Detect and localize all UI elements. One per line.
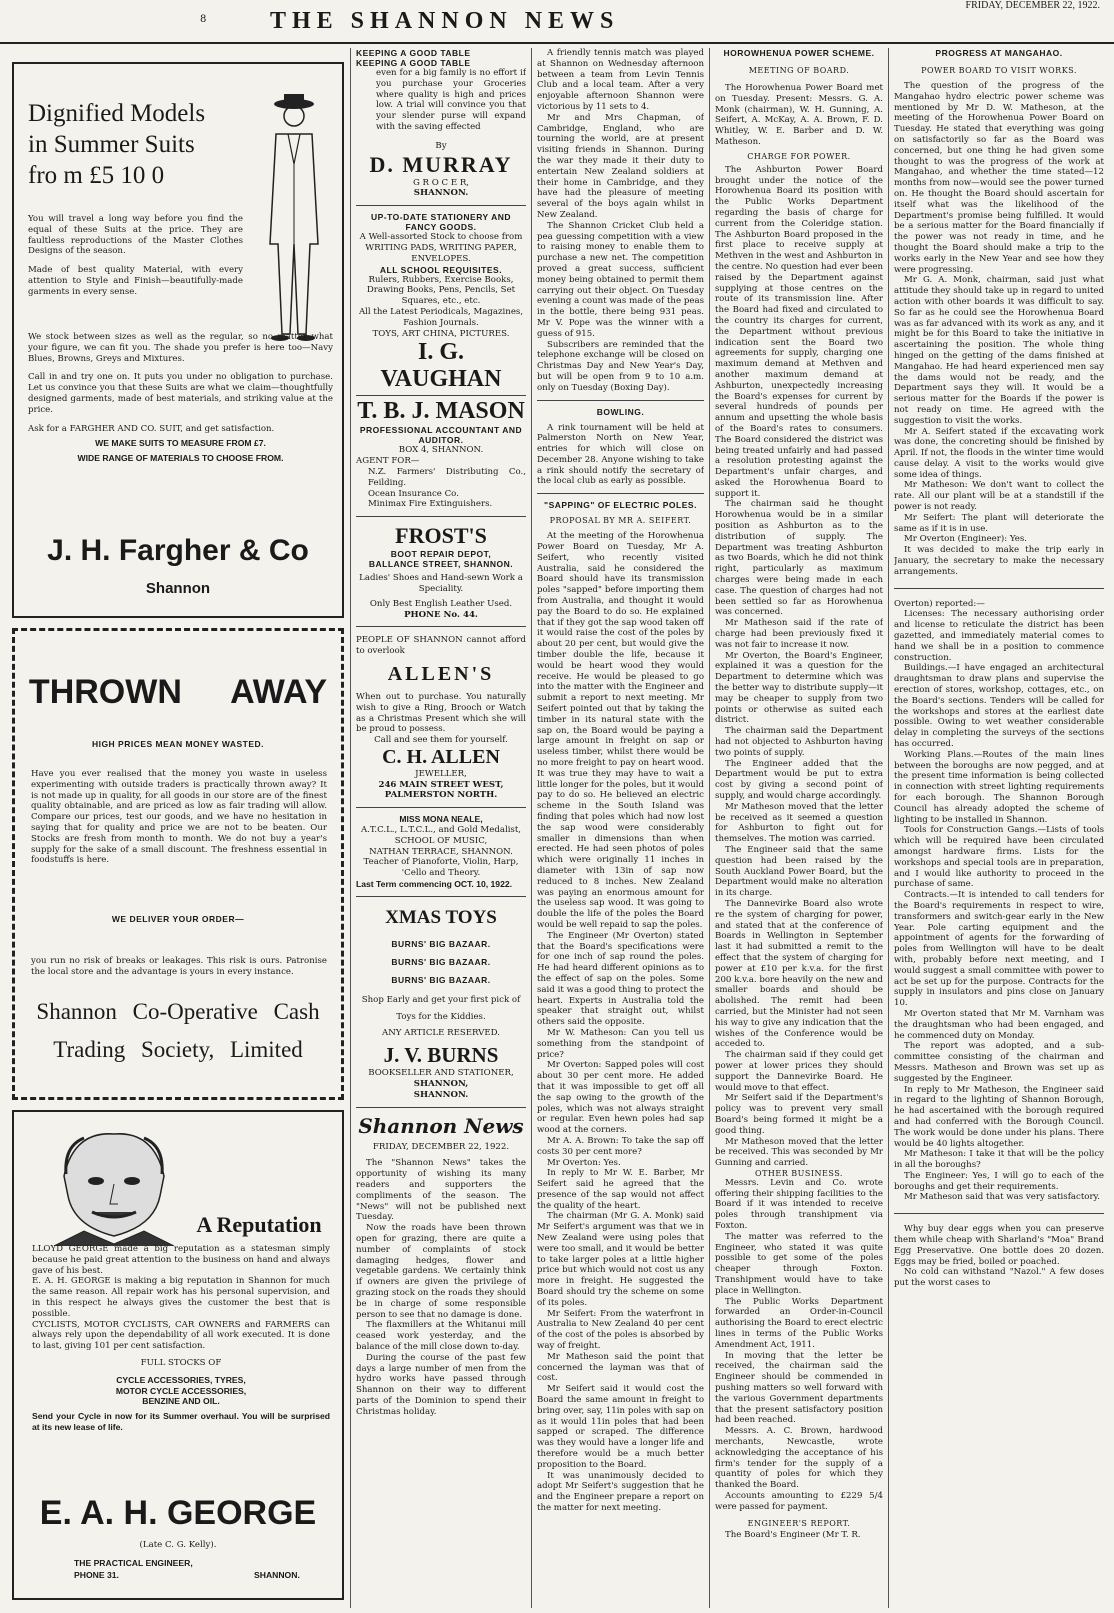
ad-george-text: LLOYD GEORGE made a big reputation as a statesman simply because he paid great attention to the business on hand and always gave of his best.: [32, 1244, 330, 1276]
news-paragraph: Messrs. A. C. Brown, hardwood merchants, Newcastle, wrote acknowledging the acceptance of his firm's tender for the supply of a quantity of poles for which they thanked the Board.: [715, 1426, 883, 1491]
power-scheme-subheading: MEETING OF BOARD.: [748, 66, 850, 75]
news-paragraph: Mr Overton stated that Mr M. Varnham was the draughtsman who had been engaged, and he commenced duty on Monday.: [894, 1008, 1104, 1041]
news-paragraph: The question of the progress of the Mangahao hydro electric power scheme was mentioned by Mr D. W. Matheson, at the meeting of the Horowhenua Power Board on Tuesday. He stated that everything was going on satisfactorily so far as the Board was concerned, but one thing he had given some thought to was the progress of the work at Mangahao, and whether the time stated—12 months from now—would see the power turned on. He thought the Board should ascertain for itself what was the likelihood of the Department's promise being fulfilled. It would be a serious matter for the Board financially if the power was not ready in time, and he thought the Board should make a trip to the works early in the New Year and see how they were progressing.: [894, 81, 1104, 275]
ad-fargher-text: Made of best quality Material, with every attention to Style and Finish—beautifully-made garments in every sense.: [28, 265, 243, 297]
ad-allen-name: ALLEN'S: [387, 662, 495, 685]
masthead: [0, 0, 1114, 44]
editorial-paragraph: During the course of the past few days a large number of men from the hydro works have passed through Shannon on their way to different parts of the Dominion to spend their Christmas holiday.: [356, 1352, 526, 1417]
ad-fargher-text: You will travel a long way before you find the equal of these Suits at the price. They are faultless reproductions of the Master Clothes Designs of the season.: [28, 214, 243, 257]
news-paragraph: The Engineer said that the same question had been raised by the South Auckland Power Board, but the Department would make no alteration in its charge.: [715, 844, 883, 899]
ad-burns-bazaar: BURNS' BIG BAZAAR.: [391, 956, 491, 967]
ad-george-engineer: THE PRACTICAL ENGINEER,: [74, 1558, 193, 1568]
ad-george-heading: A Reputation: [196, 1212, 322, 1237]
news-paragraph: Mr A. Seifert stated if the excavating work was done, the concreting should be finished by April. If not, the floods in the winter time would cause delay. A visit to the works would give some idea of things.: [894, 426, 1104, 480]
news-paragraph: The Engineer: Yes, I will go to each of the boroughs and get their requirements.: [894, 1170, 1104, 1192]
ad-fargher-text: WIDE RANGE OF MATERIALS TO CHOOSE FROM.: [77, 453, 284, 464]
news-paragraph: Mr Overton: Sapped poles will cost about 30 per cent more. He added that it was impossible to get off all the sap owing to the growth of the poles, which was not always straight or regular. Even hewn poles had sap wood at the corners.: [537, 1060, 704, 1136]
ad-frost-phone: PHONE No. 44.: [404, 609, 478, 620]
ad-neale-text: NATHAN TERRACE, SHANNON.: [369, 846, 513, 857]
news-paragraph: In moving that the letter be received, the chairman said the Engineer should be commended in pushing matters so well forward with the various Government departments that the present satisfactory position had been reached.: [715, 1350, 883, 1426]
news-paragraph: It was unanimously decided to adopt Mr Seifert's suggestion that he and the Engineer prepare a report on the matter for next meeting.: [537, 1470, 704, 1513]
ad-murray-text: even for a big family is no effort if you purchase your Groceries where quality is high and prices low. A trial will convince you that your slender purse will expand with the saving effected: [376, 68, 526, 132]
news-paragraph: The chairman said if they could get power at lower prices they should support the Dannevirke Board. He would move to that effect.: [715, 1050, 883, 1093]
ad-mason-agent: AGENT FOR—: [356, 456, 420, 467]
editorial-flag: Shannon News: [358, 1113, 524, 1138]
news-paragraph: Mr Matheson: We don't want to collect the rate. All our plant will be at a standstill if the power is not ready.: [894, 480, 1104, 513]
ad-allen-name: C. H. ALLEN: [382, 745, 500, 768]
ad-neale-text: SCHOOL OF MUSIC,: [394, 835, 488, 846]
ad-frost-heading: BALLANCE STREET, SHANNON.: [368, 559, 514, 570]
ad-george-town: SHANNON.: [254, 1570, 300, 1580]
ad-coop-text: Have you ever realised that the money you waste in useless experimenting with outside traders is practically thrown away? It is not made up in quality, for all goods in our store are of the finest quality obtainable, and are priced as low as fair trading will allow. Compare our prices, test our goods, and we have no hesitation in saying that for quality and price we are not to be beaten. Our Stocks are fresh from month to month. We do not buy a year's supply for the sake of a small discount. The freshness essential in foodstuffs is here.: [31, 769, 327, 866]
news-paragraph: Accounts amounting to £229 5/4 were passed for payment.: [715, 1491, 883, 1512]
news-paragraph: Mr Overton, the Board's Engineer, explained it was a question for the Department to determine which was the better way to distribute supply—it may be cheaper to supply from two points or otherwise as suited each district.: [715, 650, 883, 726]
news-paragraph: Overton) reported:—: [894, 598, 985, 609]
ad-coop-name: Shannon Co-Operative Cash: [36, 999, 320, 1024]
editorial-paragraph: The flaxmillers at the Whitanui mill ceased work yesterday, and the balance of the mill close down to-day.: [356, 1320, 526, 1352]
news-paragraph: The Engineer added that the Department would be put to extra cost by giving a second point of supply, and would charge accordingly.: [715, 758, 883, 801]
news-paragraph: The Horowhenua Power Board met on Tuesday. Present: Messrs. G. A. Monk (chairman), W. H. Gunning, A. Seifert, A. McKay, A. A. Brown, F. D. Whitley, W. E. Barber and D. W. Matheson.: [715, 83, 883, 147]
news-paragraph: Mr Seifert: From the waterfront in Australia to New Zealand 40 per cent of the cost of the poles is absorbed by way of freight.: [537, 1308, 704, 1352]
ad-burns-bazaar: BURNS' BIG BAZAAR.: [391, 938, 491, 949]
news-paragraph: Mr Seifert said it would cost the Board the same amount in freight to bring over, say, 11in poles with sap on as it would 11in poles that had been sapped or scraped. The difference was they would have a longer life and therefore would be a much better proposition to the Board.: [537, 1384, 704, 1470]
news-paragraph: The matter was referred to the Engineer, who stated it was quite possible to get some of the poles cheaper through Foxton. Transhipment would have to take place in Wellington.: [715, 1231, 883, 1296]
column-rule: [709, 48, 710, 1608]
news-paragraph: Mr Matheson: I take it that will be the policy in all the boroughs?: [894, 1149, 1104, 1171]
bowling-heading: BOWLING.: [596, 406, 645, 417]
ad-allen-jeweller: JEWELLER,: [415, 768, 467, 779]
ad-fargher-price: fro m £5 10 0: [28, 162, 165, 189]
mangahao-subheading: POWER BOARD TO VISIT WORKS.: [921, 66, 1077, 75]
news-paragraph: Mr Matheson said the point that concerned the layman was that of cost.: [537, 1351, 704, 1384]
ad-coop-text: you run no risk of breaks or leakages. This risk is ours. Patronise the local store and the advantage is yours in every instance.: [31, 956, 327, 977]
ad-fargher-text: WE MAKE SUITS TO MEASURE FROM £7.: [95, 438, 266, 449]
mangahao-heading: PROGRESS AT MANGAHAO.: [935, 48, 1063, 58]
ad-fargher-text: Call in and try one on. It puts you under no obligation to purchase. Let us convince you that these Suits are what we claim—thoughtfully designed garments, made of best materials, and striking value at the price.: [28, 372, 333, 415]
ad-fargher: [12, 62, 344, 618]
ad-mason-box: BOX 4, SHANNON.: [398, 445, 484, 456]
news-paragraph: Mr Seifert said if the Department's policy was to prevent very small Board's being formed it might be a good thing.: [715, 1093, 883, 1136]
news-paragraph: It was decided to make the trip early in January, the secretary to make the necessary arrangements.: [894, 545, 1104, 577]
ad-burns-text: BOOKSELLER AND STATIONER,: [368, 1068, 514, 1079]
engineers-report-heading: ENGINEER'S REPORT.: [747, 1518, 851, 1528]
ad-fargher-town: Shannon: [145, 580, 211, 597]
ad-vaughan-text: TOYS, ART CHINA, PICTURES.: [372, 328, 510, 339]
news-paragraph: No cold can withstand "Nazol." A few doses put the worst cases to: [894, 1267, 1104, 1289]
news-paragraph: The chairman said the Department had not objected to Ashburton having two points of supply.: [715, 726, 883, 758]
ad-mason-agency: N.Z. Farmers' Distributing Co., Feilding.: [368, 466, 526, 488]
sapping-heading: "SAPPING" OF ELECTRIC POLES.: [544, 500, 697, 511]
ad-murray-heading: KEEPING A GOOD TABLE: [356, 58, 471, 68]
ad-murray-town: SHANNON.: [413, 188, 469, 199]
ad-allen-town: PALMERSTON NORTH.: [384, 790, 498, 801]
news-paragraph: The chairman said he thought Horowhenua would be in a similar position as Ashburton as to the distribution of supply. The Department was treating Ashburton as two Boards, which he did not think right, particularly as maximum charges were being made in each case. The question of charges had not been settled so far as Horowhenua was concerned.: [715, 499, 883, 618]
ad-vaughan-name: I. G. VAUGHAN: [380, 339, 502, 393]
column-rule: [531, 48, 532, 1608]
ad-burns-text: Shop Early and get your first pick of: [361, 994, 521, 1005]
ad-fargher-heading-2: in Summer Suits: [28, 131, 195, 158]
news-paragraph: Why buy dear eggs when you can preserve them while cheap with Sharland's "Moa" Brand Egg Preservative. One bottle does 20 dozen. Eggs may be fried, boiled or poached.: [894, 1224, 1104, 1267]
editorial-paragraph: Now the roads have been thrown open for grazing, there are quite a number of complaints of stock damaging hedges, flower and vegetable gardens. We certainly think if owners are given the privilege of grazing stock on the roads they should be in charge of some responsible person to see that no damage is done.: [356, 1223, 526, 1320]
ad-allen-text: PEOPLE OF SHANNON cannot afford to overlook: [356, 635, 526, 657]
ad-frost-text: Only Best English Leather Used.: [369, 598, 513, 609]
column-rule: [350, 48, 351, 1608]
ad-burns-text: ANY ARTICLE RESERVED.: [382, 1028, 500, 1039]
ad-george-text: E. A. H. GEORGE is making a big reputation in Shannon for much the same reason. All repair work has his personal supervision, and in this respect he always gives the customer the best that is possible.: [32, 1276, 330, 1319]
news-paragraph: Contracts.—It is intended to call tenders for the Board's requirements in respect to wire, transformers and switch-gear early in the New Year. Pole carting equipment and the appointment of agents for the forwarding of poles from Wellington will have to be dealt with, probably before next meeting, and I would suggest a small committee with power to act be set up for the purpose. Contracts for the supply in insulators and pins close on January 10.: [894, 890, 1104, 1009]
news-paragraph: Mr A. A. Brown: To take the sap off costs 30 per cent more?: [537, 1135, 704, 1157]
ad-burns-town: SHANNON.: [413, 1089, 469, 1100]
news-paragraph: The Ashburton Power Board brought under the notice of the Horowhenua Board its position with the Public Works Department regarding the basis of charge for current from the Coleridge station. The Ashburton Board proposed in the first place to receive supply at Methven in the west and Ashburton in the centre. No question had ever been raised by the Department against supplying at those centres on the route of its transmission line. After the Board had fixed and circulated to the country its charges for current, the Department without previous indication sent the Board two agreements for supply, charging one maximum demand at Methven and another maximum demand at Ashburton, unexpectedly increasing the Board's expenses for current by several hundreds of pounds per annum and upsetting the whole basis of the Board's rates to consumers. The Board considered the district was being treated unfairly and had passed a resolution protesting against the Department's unfair charges, and asked the Horowhenua Board to support it.: [715, 164, 883, 499]
news-paragraph: Mr Matheson said that was very satisfactory.: [904, 1192, 1100, 1203]
ad-neale-text: Teacher of Pianoforte, Violin, Harp, 'Cello and Theory.: [363, 857, 519, 879]
news-paragraph: In reply to Mr W. E. Barber, Mr Seifert said he agreed that the presence of the sap would not affect the quality of the heart.: [537, 1168, 704, 1211]
news-paragraph: Mr Overton (Engineer): Yes.: [904, 534, 1027, 545]
news-paragraph: Mr Matheson moved that the letter be received as it seemed a question for Ashburton to fight out for themselves. The motion was carried.: [715, 801, 883, 845]
news-paragraph: The Engineer (Mr Overton) stated that the Board's specifications were for one inch of sap round the poles. He had heard different opinions as to the effect of sap on the poles. Some said it was a good thing to protect the heart. Experts in Australia told the speaker that straight out, whilst others said the opposite.: [537, 930, 704, 1028]
news-paragraph: Mr Overton: Yes.: [547, 1157, 621, 1168]
sapping-subheading: PROPOSAL BY MR A. SEIFERT.: [549, 516, 692, 526]
news-paragraph: Mr Matheson moved that the letter be received. This was seconded by Mr Gunning and carried.: [715, 1136, 883, 1169]
ad-george-text: FULL STOCKS OF: [140, 1357, 222, 1368]
ad-george-late: (Late C. G. Kelly).: [139, 1540, 217, 1550]
ad-murray-name: D. MURRAY: [369, 151, 513, 177]
ad-frost-heading: BOOT REPAIR DEPOT,: [390, 549, 492, 560]
ad-fargher-text: We stock between sizes as well as the regular, so no matter what your figure, we can fit you. The shade you prefer is here too—Navy Blues, Browns, Greys and Mixtures.: [28, 332, 333, 364]
ad-murray-by: By: [435, 140, 447, 151]
ad-frost-text: Ladies' Shoes and Hand-sewn Work a Speciality.: [359, 573, 523, 594]
news-paragraph: Tools for Construction Gangs.—Lists of tools which will be required have been circulated amongst hardware firms. Lists for the workshops and special tools are in preparation, and I would like authority to proceed in the purchase of same.: [894, 825, 1104, 890]
news-paragraph: Mr W. Matheson: Can you tell us something from the standpoint of price?: [537, 1027, 704, 1060]
ad-coop-name: Trading Society, Limited: [53, 1037, 303, 1062]
editorial-paragraph: The "Shannon News" takes the opportunity of wishing its many readers and supporters the compliments of the season. The "News" will not be published next Tuesday.: [356, 1158, 526, 1223]
ad-george-phone: PHONE 31.: [74, 1570, 119, 1580]
ad-george-text: BENZINE AND OIL.: [142, 1396, 220, 1407]
ad-coop-delivery: WE DELIVER YOUR ORDER—: [111, 914, 245, 924]
ad-burns-text: Toys for the Kiddies.: [396, 1011, 486, 1022]
power-scheme-heading: HOROWHENUA POWER SCHEME.: [723, 48, 875, 58]
ad-vaughan-text: All the Latest Periodicals, Magazines, Fashion Journals.: [358, 306, 524, 328]
news-paragraph: In reply to Mr Matheson, the Engineer said in regard to the lighting of Shannon Borough, he had ascertained with the borough required and had conferred with the Borough Council. The work would be done under his plans. There would be 40 lights altogether.: [894, 1084, 1104, 1149]
editorial-date: FRIDAY, DECEMBER 22, 1922.: [372, 1141, 510, 1152]
ad-allen-address: 246 MAIN STREET WEST,: [378, 779, 504, 790]
news-paragraph: Mr and Mrs Chapman, of Cambridge, England, who are tourning the world, are at present visiting friends in Shannon. During the war they made it their duty to entertain New Zealand soldiers at their home in Cambridge, and they have had the pleasure of meeting several of the boys again whilst in New Zealand.: [537, 112, 704, 220]
news-paragraph: A rink tournament will be held at Palmerston North on New Year, entries for which will close on December 28. Anyone wishing to take a rink should notify the secretary of the local club as early as possible.: [537, 422, 704, 487]
ad-murray-heading: KEEPING A GOOD TABLE: [356, 48, 471, 58]
ad-allen-text: Call and see them for yourself.: [374, 735, 508, 746]
ad-mason-heading: PROFESSIONAL ACCOUNTANT AND AUDITOR.: [359, 425, 523, 446]
news-paragraph: The Board's Engineer (Mr T. R.: [725, 1529, 861, 1540]
other-business-heading: OTHER BUSINESS.: [755, 1168, 843, 1178]
charge-for-power-heading: CHARGE FOR POWER.: [747, 151, 851, 161]
man-in-suit-icon: [254, 94, 334, 344]
column-2: [356, 48, 526, 1608]
ad-george-text: CYCLISTS, MOTOR CYCLISTS, CAR OWNERS and FARMERS can always rely upon the dependability of all work executed. It is done to last, giving 101 per cent satisfaction.: [32, 1319, 330, 1352]
ad-vaughan-heading: UP-TO-DATE STATIONERY AND FANCY GOODS.: [371, 212, 511, 233]
column-5: [894, 48, 1104, 1608]
ad-george-text: Send your Cycle in now for its Summer overhaul. You will be surprised at its new lease of life.: [32, 1411, 330, 1432]
ad-fargher-text: Ask for a FARGHER AND CO. SUIT, and get satisfaction.: [28, 423, 275, 434]
ad-vaughan-text: A Well-assorted Stock to choose from WRITING PADS, WRITING PAPER, ENVELOPES.: [359, 232, 523, 264]
news-paragraph: The Shannon Cricket Club held a pea guessing competition with a view to raising money to enable them to purchase a new net. The competition proved a great success, sufficient money being obtained to permit them carrying out their object. On Tuesday evening a count was made of the peas in the bottle, there being 931 peas. Mr V. Pope was the winner with a guess of 915.: [537, 220, 704, 339]
ad-george-text: CYCLE ACCESSORIES, TYRES,: [116, 1374, 246, 1385]
ad-fargher-heading-1: Dignified Models: [28, 100, 206, 127]
news-paragraph: At the meeting of the Horowhenua Power Board on Tuesday, Mr A. Seifert, who recently visited Australia, said he considered the Board should have its transmission poles "sapped" before importing them from Australia, and thought it would pay the Board to do so. He explained that if they got the sap wood taken off it would raise the cost of the poles by about 20 per cent, but would give the timber double the life, because it would be heart wood they would receive. He would be pleased to go into the matter with the Engineer and submit a report to next meeting. Mr Seifert pointed out that by taking the timber in its natural state with the sap on, the Board would be paying a large amount in freight on sap or useless timber, whilst there would be no more freight to pay on heart wood. It was true they may have to wait a little longer for the poles, but it would pay to do so. He believed an electric scheme in the South Island was finding that poles which had now lost the sap wood were considerably smaller in dimensions than when erected. He had seen photos of poles which were originally 11 inches in diameter with 13in of sap now reduced to 8 inches. New Zealand was paying an enormous amount for the useless sap wood. It was going to double the life of the poles the Board would be well repaid to sap the poles.: [537, 531, 704, 930]
ad-burns-heading: XMAS TOYS: [385, 906, 497, 928]
ad-vaughan-text: Rulers, Rubbers, Exercise Books, Drawing Books, Pens, Pencils, Set Squares, etc., etc.: [366, 274, 516, 307]
column-3: [537, 48, 704, 1608]
ad-george-text: MOTOR CYCLE ACCESSORIES,: [115, 1385, 247, 1396]
ad-coop-heading: THROWN AWAY: [28, 673, 328, 711]
ad-murray-grocer: G R O C E R,: [412, 177, 470, 188]
ad-mason-agency: Ocean Insurance Co.: [368, 488, 459, 499]
ad-frost-name: FROST'S: [395, 523, 487, 549]
column-rule: [888, 48, 889, 1608]
ad-neale-text: A.T.C.L., L.T.C.L., and Gold Medalist,: [360, 825, 522, 836]
news-paragraph: Mr Seifert: The plant will deteriorate the same as if it is in use.: [894, 512, 1104, 534]
ad-burns-bazaar: BURNS' BIG BAZAAR.: [391, 974, 491, 985]
ad-burns-name: J. V. BURNS: [383, 1043, 499, 1068]
news-paragraph: The chairman (Mr G. A. Monk) said Mr Seifert's argument was that we in New Zealand were using poles that were too small, and it would be better to take larger poles at a little higher price but which would not cost us any more in freight. He suggested the Board should try the scheme on some of its poles.: [537, 1211, 704, 1308]
news-paragraph: The Public Works Department forwarded an Order-in-Council authorising the Board to erect electric lines in terms of the Public Works Amendment Act, 1911.: [715, 1296, 883, 1350]
ad-mason-name: T. B. J. MASON: [357, 398, 525, 425]
news-paragraph: Mr Matheson said if the rate of charge had been previously fixed it was not fair to increase it now.: [715, 618, 883, 650]
page-number: 8: [200, 14, 207, 25]
ad-george-name: E. A. H. GEORGE: [39, 1494, 317, 1532]
news-paragraph: Working Plans.—Routes of the main lines between the boroughs are now pegged, and at the present time information is being collected in connection with street lighting requirements for each borough. The Shannon Borough Council has already adopted the scheme of lighting to be installed in Shannon.: [894, 749, 1104, 825]
portrait-lloyd-george-icon: [44, 1126, 184, 1246]
ad-neale-text: Last Term commencing OCT. 10, 1922.: [356, 879, 513, 890]
news-paragraph: Licenses: The necessary authorising order and license to reticulate the district has been gazetted, and immediately material comes to hand we shall be in a position to commence construction.: [894, 609, 1104, 663]
news-paragraph: A friendly tennis match was played at Shannon on Wednesday afternoon between a team from Levin Tennis Club and a local team. After a very enjoyable afternoon Shannon were victorious by 11 sets to 4.: [537, 48, 704, 112]
ad-fargher-name: J. H. Fargher & Co: [47, 534, 309, 567]
ad-george: [12, 1110, 344, 1600]
news-paragraph: Buildings.—I have engaged an architectural draughtsman to draw plans and supervise the erection of stores, workshop, cottages, etc., on the Board's sections. Tenders will be called for the workshops and stores at the earliest date possible. Owing to wet weather considerable delay in completing the surveys of the sections has occurred.: [894, 663, 1104, 750]
issue-date: FRIDAY, DECEMBER 22, 1922.: [965, 0, 1100, 11]
news-paragraph: Messrs. Levin and Co. wrote offering their shipping facilities to the Board if it was intended to receive poles through transhipment via Foxton.: [715, 1177, 883, 1232]
ad-neale-name: MISS MONA NEALE,: [399, 814, 483, 825]
news-paragraph: Mr G. A. Monk, chairman, said just what attitude they should take up in regard to united action with other boards it was difficult to say. So far as he could see the Horowhenua Board was as far advanced with its work as any, and it might be for this Board to take the initiative in ascertaining the position. The whole thing hinged on the getting of the dams finished at Mangahao. He had heard experienced men say the dams would not be ready, and the Department says they will. It would be a serious matter for the Boards if the power is not ready on time. He agreed with the suggestion to visit the works.: [894, 275, 1104, 426]
column-4: [715, 48, 883, 1608]
news-paragraph: The Dannevirke Board also wrote re the system of charging for power, and stated that at the conference of Boards in Wellington in September last it had submitted a remit to the effect that the system of charging for power at £10 per k.v.a. for the first 200 k.v.a. bore heavily on the new and smaller boards and should be abolished. The remit had been carried, but the Minister had not seen his way to give any indication that the wishes of the Conference would be acceded to.: [715, 898, 883, 1050]
news-paragraph: The report was adopted, and a sub-committee consisting of the chairman and Messrs. Matheson and Brown was set up as suggested by the Engineer.: [894, 1041, 1104, 1084]
ad-mason-agency: Minimax Fire Extinguishers.: [368, 499, 493, 510]
news-paragraph: Subscribers are reminded that the telephone exchange will be closed on Christmas Day and New Year's Day, but will be open from 9 to 10 a.m. only on Tuesday (Boxing Day).: [537, 339, 704, 393]
ad-coop-subheading: HIGH PRICES MEAN MONEY WASTED.: [91, 739, 265, 749]
newspaper-title: THE SHANNON NEWS: [270, 8, 620, 34]
ad-vaughan-heading: ALL SCHOOL REQUISITES.: [379, 264, 503, 275]
ad-allen-text: When out to purchase. You naturally wish to give a Ring, Brooch or Watch as a Christmas Present which she will be proud to possess.: [356, 691, 526, 735]
ad-burns-town: SHANNON,: [413, 1079, 469, 1090]
ad-coop: [12, 628, 344, 1100]
